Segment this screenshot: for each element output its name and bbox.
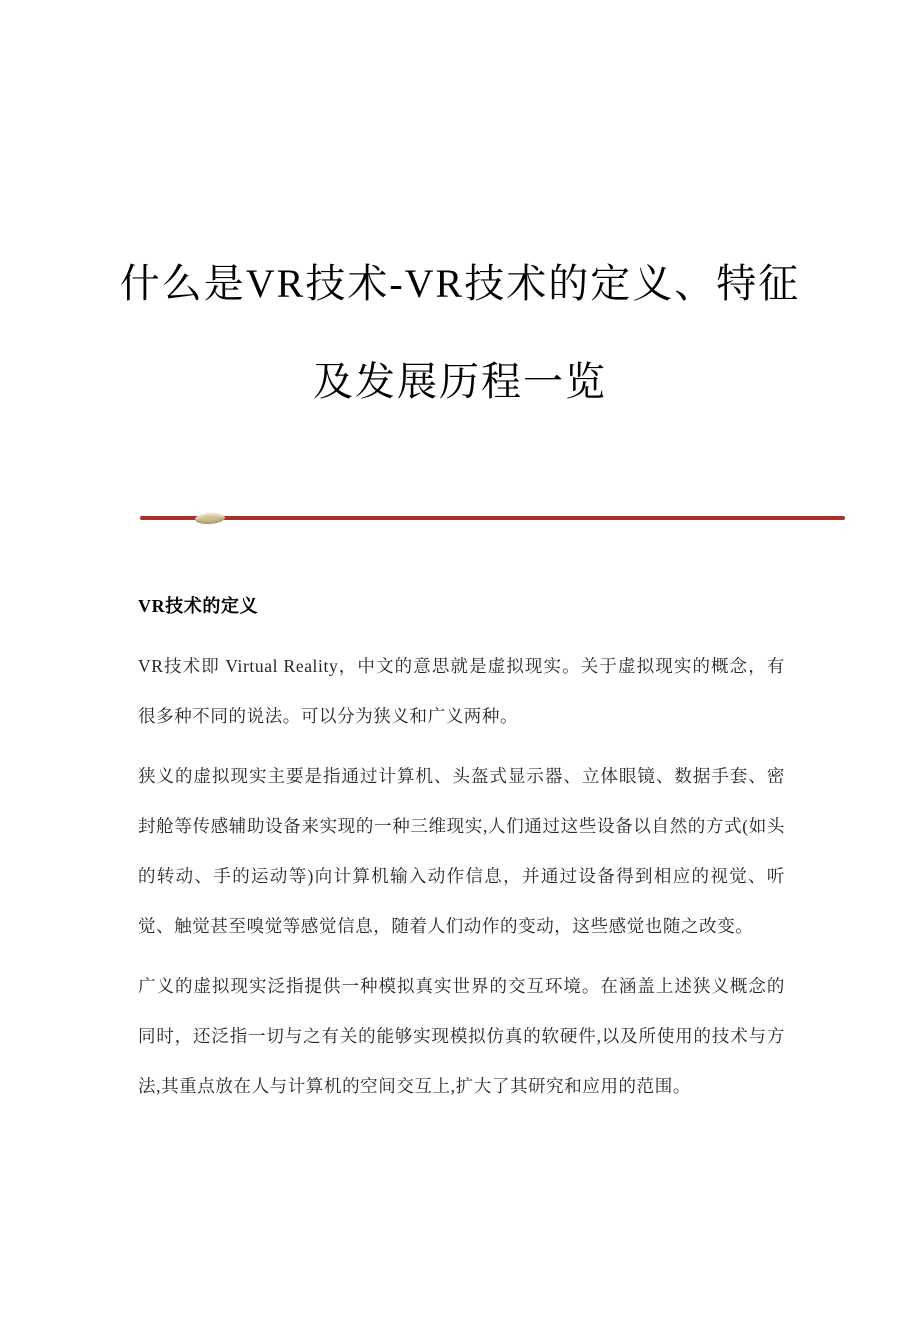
paragraph-vr-intro: VR技术即 Virtual Reality，中文的意思就是虚拟现实。关于虚拟现实的概念，有很多种不同的说法。可以分为狭义和广义两种。 [138, 655, 785, 726]
document-page [0, 27, 920, 1329]
section-heading-vr-definition: VR技术的定义 [138, 595, 259, 616]
title-divider [140, 513, 845, 523]
divider-ornament-icon [195, 512, 226, 525]
divider-rule [140, 516, 845, 520]
document-body [138, 581, 785, 1111]
paragraph-broad-definition: 广义的虚拟现实泛指提供一种模拟真实世界的交互环境。在涵盖上述狭义概念的同时，还泛指一切与之有关的能够实现模拟仿真的软硬件,以及所使用的技术与方法,其重点放在人与计算机的空间交互上,扩大了其研究和应用的范围。 [138, 975, 785, 1096]
document-title-line-1: 什么是VR技术-VR技术的定义、特征 [119, 260, 801, 306]
document-title [0, 27, 920, 431]
document-title-line-2: 及发展历程一览 [313, 358, 607, 404]
paragraph-narrow-definition: 狭义的虚拟现实主要是指通过计算机、头盔式显示器、立体眼镜、数据手套、密封舱等传感辅助设备来实现的一种三维现实,人们通过这些设备以自然的方式(如头的转动、手的运动等)向计算机输入动作信息，并通过设备得到相应的视觉、听觉、触觉甚至嗅觉等感觉信息，随着人们动作的变动，这些感觉也随之改变。 [138, 765, 785, 936]
